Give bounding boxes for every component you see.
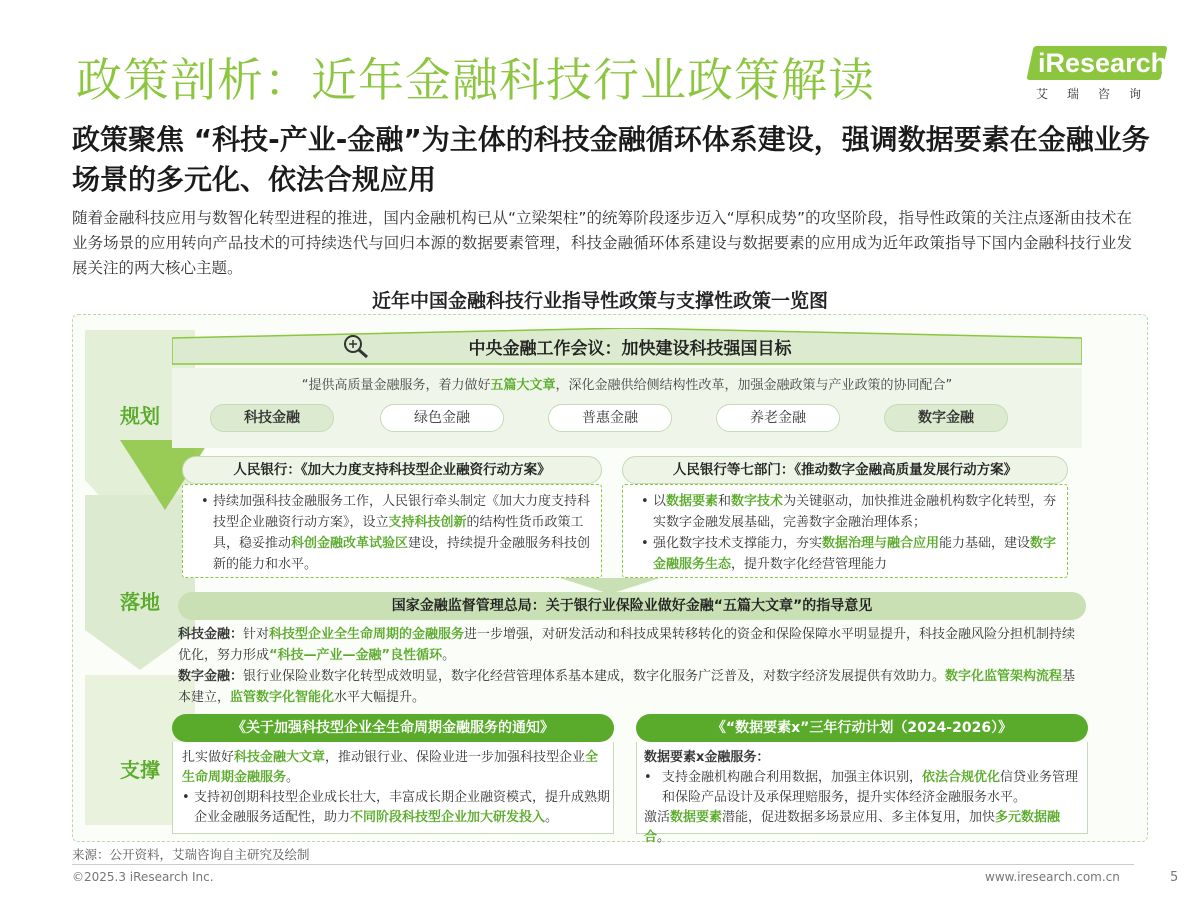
notice-paragraph: 扎实做好科技金融大文章，推动银行业、保险业进一步加强科技型企业全生命周期金融服务。 (182, 750, 599, 785)
notice-bullet: • 支持初创期科技型企业成长壮大，丰富成长期企业融资模式，提升成熟期企业金融服务适配性，助力不同阶段科技型企业加大研发投入。 (182, 790, 611, 825)
logo-subtext: 艾瑞咨询 (1036, 87, 1161, 101)
page-title: 政策剖析：近年金融科技行业政策解读 (76, 53, 875, 107)
nfra-detail (178, 624, 1078, 708)
pboc-policy-title: 人民银行：《加大力度支持科技型企业融资行动方案》 (182, 456, 602, 484)
page-subtitle: 政策聚焦 “科技-产业-金融”为主体的科技金融循环体系建设，强调数据要素在金融业务场景的多元化、依法合规应用 (72, 123, 1150, 196)
pboc-detail-box (182, 484, 602, 578)
nfra-tech-finance-paragraph: 科技金融：针对科技型企业全生命周期的金融服务进一步增强，对研发活动和科技成果转移转化的资金和保险保障水平明显提升，科技金融风险分担机制持续优化，努力形成“科技—产业—金融”良性循环。 (178, 627, 1076, 663)
central-quote (172, 374, 1082, 393)
intro-paragraph: 随着金融科技应用与数智化转型进程的推进，国内金融机构已从“立梁架柱”的统筹阶段逐步迈入“厚积成势”的攻坚阶段，指导性政策的关注点逐渐由技术在业务场景的应用转向产品技术的可持续迭代与回归本源的数据要素管理，科技金融循环体系建设与数据要素的应用成为近年政策指导下国内金融科技行业发展关注的两大核心主题。 (72, 209, 1132, 277)
tag-tech-finance: 科技金融 (210, 404, 334, 432)
notice-detail (182, 748, 610, 828)
notice-policy-title: 《关于加强科技型企业全生命周期金融服务的通知》 (172, 714, 614, 742)
tag-digital-finance: 数字金融 (884, 404, 1008, 432)
plan-detail (644, 748, 1084, 848)
central-banner-title: 中央金融工作会议：加快建设科技强国目标 (468, 339, 792, 359)
figure-title: 近年中国金融科技行业指导性政策与支撑性政策一览图 (371, 290, 828, 312)
pboc7-bullet-2: • 强化数字技术支撑能力，夯实数据治理与融合应用能力基础，建设数字金融服务生态，提升数字化经营管理能力 (641, 533, 1057, 575)
quote-text-post: ，深化金融供给侧结构性改革，加强金融政策与产业政策的协同配合” (555, 378, 953, 393)
copyright: ©2025.3 iResearch Inc. (72, 870, 214, 884)
pboc7-bullet-1: • 以数据要素和数字技术为关键驱动，加快推进金融机构数字化转型，夯实数字金融发展基础，完善数字金融治理体系； (641, 491, 1057, 533)
pboc-bullet: • 持续加强科技金融服务工作，人民银行牵头制定《加大力度支持科技型企业融资行动方案》，设立支持科技创新的结构性货币政策工具，稳妥推动科创金融改革试验区建设，持续提升金融服务科技创新的能力和水平。 (201, 491, 591, 575)
plan-paragraph: 激活数据要素潜能，促进数据多场景应用、多主体复用，加快多元数据融合。 (644, 810, 1061, 845)
pboc7-policy-title: 人民银行等七部门：《推动数字金融高质量发展行动方案》 (622, 456, 1068, 484)
nfra-digital-finance-paragraph: 数字金融：银行业保险业数字化转型成效明显，数字化经营管理体系基本建成，数字化服务广泛普及，对数字经济发展提供有效助力。数字化监管架构流程基本建立，监管数字化智能化水平大幅提升。 (178, 669, 1076, 705)
quote-highlight: 五篇大文章 (490, 378, 556, 393)
plan-policy-title: 《“数据要素x”三年行动计划（2024-2026）》 (636, 714, 1088, 742)
magnifier-icon (340, 332, 374, 360)
plan-heading: 数据要素x金融服务： (644, 750, 770, 765)
tag-inclusive-finance: 普惠金融 (548, 404, 672, 432)
label-land: 落地 (120, 590, 160, 614)
label-support: 支撑 (120, 758, 160, 782)
quote-text-pre: “提供高质量金融服务，着力做好 (301, 378, 491, 393)
footer-divider (72, 864, 1134, 865)
iresearch-logo (1030, 40, 1168, 102)
pboc7-detail-box (622, 484, 1068, 578)
tag-green-finance: 绿色金融 (380, 404, 504, 432)
label-plan: 规划 (120, 404, 160, 428)
logo-text: iResearch (1038, 48, 1168, 78)
page-number: 5 (1170, 870, 1179, 885)
website-link[interactable]: www.iresearch.com.cn (985, 870, 1120, 884)
plan-bullet: • 支持金融机构融合利用数据，加强主体识别，依法合规优化信贷业务管理和保险产品设计及承保理赔服务，提升实体经济金融服务水平。 (644, 770, 1079, 805)
source-note: 来源：公开资料，艾瑞咨询自主研究及绘制 (72, 847, 310, 862)
nfra-policy-title: 国家金融监督管理总局：关于银行业保险业做好金融“五篇大文章”的指导意见 (178, 592, 1086, 620)
tag-pension-finance: 养老金融 (716, 404, 840, 432)
